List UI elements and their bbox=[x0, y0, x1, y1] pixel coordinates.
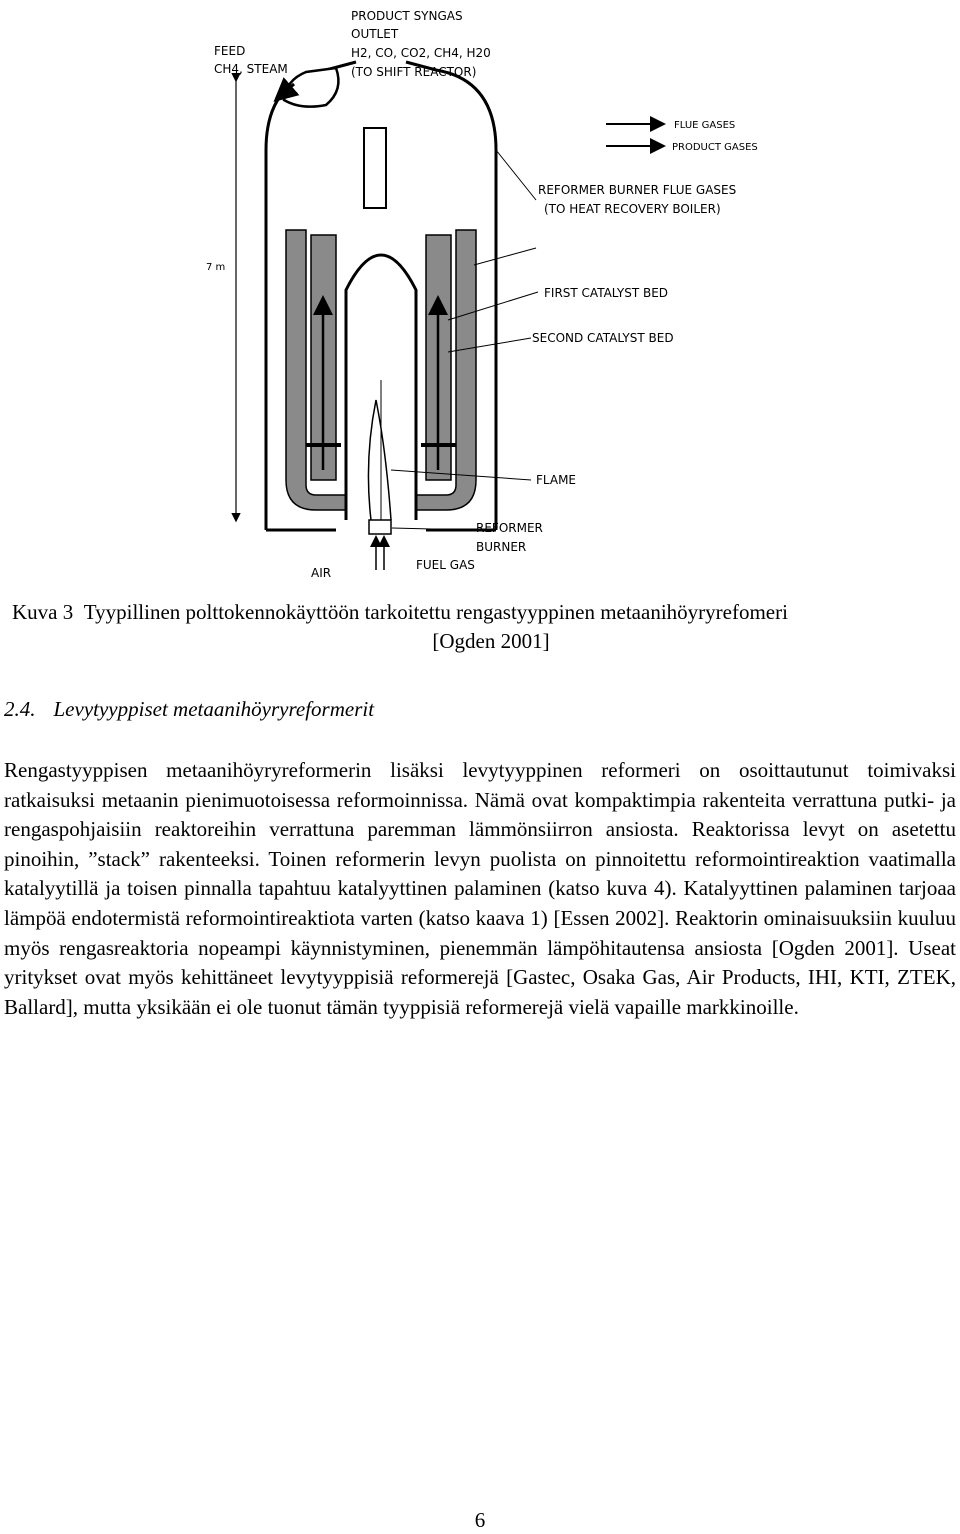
burner-box bbox=[369, 520, 391, 534]
section-title: Levytyyppiset metaanihöyryreformerit bbox=[53, 697, 375, 721]
flue-gases-legend: FLUE GASES bbox=[674, 120, 736, 131]
figure-caption bbox=[12, 598, 952, 656]
syngas-label-line1: PRODUCT SYNGAS bbox=[351, 9, 463, 23]
caption-label: Kuva 3 bbox=[12, 600, 74, 624]
syngas-label-line4: (TO SHIFT REACTOR) bbox=[351, 65, 477, 79]
fuel-gas-label: FUEL GAS bbox=[416, 558, 475, 572]
caption-source: [Ogden 2001] bbox=[432, 629, 550, 653]
reformer-burner-label-line1: REFORMER bbox=[476, 521, 543, 535]
height-label: 7 m bbox=[206, 262, 226, 273]
reformer-burner-label-line2: BURNER bbox=[476, 540, 527, 554]
flame-label: FLAME bbox=[536, 473, 577, 487]
burner-flue-label-line2: (TO HEAT RECOVERY BOILER) bbox=[544, 202, 721, 216]
body-paragraph: Rengastyyppisen metaanihöyryreformerin lisäksi levytyyppinen reformeri on osoittautunut toimivaksi ratkaisuksi metaanin pienimuotoisessa reformoinnissa. Nämä ovat kompaktimpia rakenteita verrattuna putki- ja rengaspohjaisiin reaktoreihin verrattuna paremman lämmönsiirron ansiosta. Reaktorissa levyt on asetettu pinoihin, ”stack” rakenteeksi. Toinen reformerin levyn puolista on pinnoitettu reformointireaktion vaatimalla katalyytillä ja toisen pinnalla tapahtuu katalyyttinen palaminen (katso kuva 4). Katalyyttinen palaminen tarjoaa lämpöä endotermistä reformointireaktiota varten (katso kaava 1) [Essen 2002]. Reaktorin ominaisuuksiin kuuluu myös rengasreaktoria nopeampi käynnistyminen, pienemmän lämpöhitautensa ansiosta [Ogden 2001]. Useat yritykset ovat myös kehittäneet levytyyppisiä reformerejä [Gastec, Osaka Gas, Air Products, IHI, KTI, ZTEK, Ballard], mutta yksikään ei ole tuonut tämän tyyppisiä reformerejä vielä vapaille markkinoille. bbox=[4, 758, 956, 1019]
feed-label-line2: CH4, STEAM bbox=[214, 62, 288, 76]
product-gases-legend: PRODUCT GASES bbox=[672, 142, 758, 153]
air-label: AIR bbox=[311, 566, 332, 580]
section-heading bbox=[4, 697, 944, 722]
syngas-label-line2: OUTLET bbox=[351, 27, 399, 41]
syngas-outlet-pipe bbox=[364, 128, 386, 208]
page-number: 6 bbox=[474, 1508, 486, 1532]
second-catalyst-label: SECOND CATALYST BED bbox=[532, 331, 674, 345]
first-catalyst-label: FIRST CATALYST BED bbox=[544, 286, 669, 300]
section-number: 2.4. bbox=[4, 697, 36, 721]
feed-label-line1: FEED bbox=[214, 44, 246, 58]
burner-flue-label-line1: REFORMER BURNER FLUE GASES bbox=[538, 183, 737, 197]
syngas-label-line3: H2, CO, CO2, CH4, H20 bbox=[351, 46, 491, 60]
reformer-diagram bbox=[186, 0, 776, 585]
caption-text: Tyypillinen polttokennokäyttöön tarkoitettu rengastyyppinen metaanihöyryrefomeri bbox=[83, 600, 788, 624]
